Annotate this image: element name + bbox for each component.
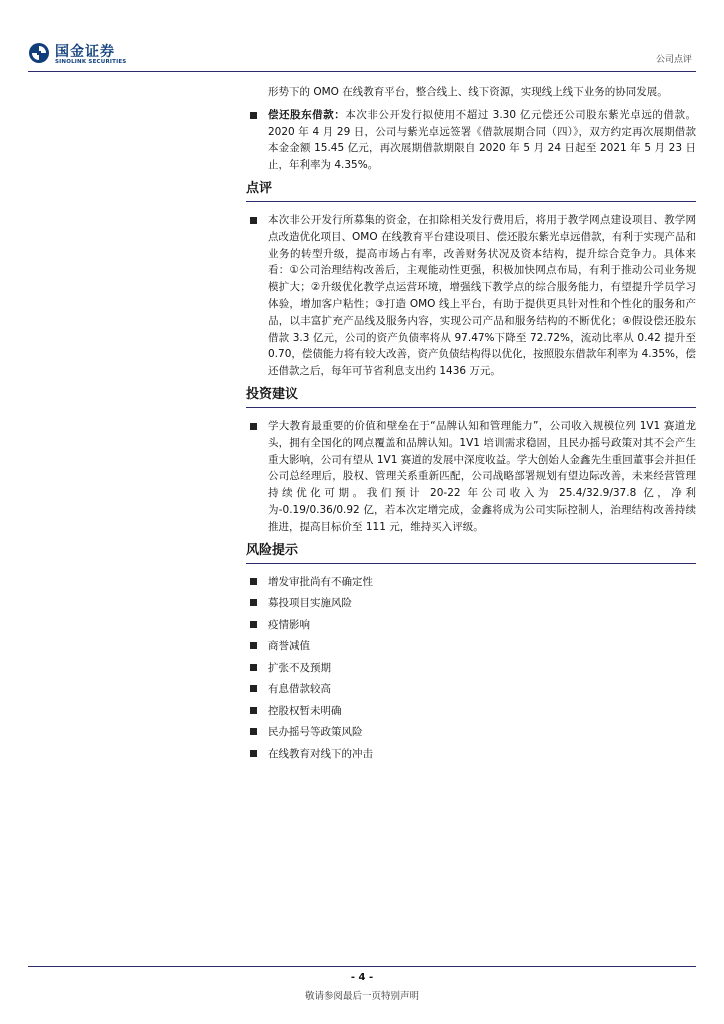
risk-item-text: 在线教育对线下的冲击 (268, 747, 373, 760)
risk-list (246, 574, 696, 768)
disclaimer-note: 敬请参阅最后一页特别声明 (304, 991, 419, 1002)
logo-text-en: SINOLINK SECURITIES (55, 59, 127, 65)
review-section (246, 180, 696, 380)
risk-section (246, 542, 696, 768)
review-title: 点评 (246, 180, 696, 202)
bullet-square-icon (250, 728, 257, 735)
bullet-square-icon (250, 664, 257, 671)
bullet-square-icon (250, 621, 257, 628)
page-header (28, 40, 696, 70)
risk-item-text: 控股权暂未明确 (268, 704, 342, 717)
bullet-square-icon (250, 707, 257, 714)
risk-item (246, 660, 696, 682)
footer-divider (28, 966, 696, 967)
bullet-square-icon (250, 750, 257, 757)
bullet-square-icon (250, 217, 257, 224)
bullet-square-icon (250, 642, 257, 649)
risk-item (246, 703, 696, 725)
risk-item (246, 746, 696, 768)
investment-title: 投资建议 (246, 386, 696, 408)
investment-bullet (246, 418, 696, 536)
risk-item-text: 增发审批尚有不确定性 (268, 575, 373, 588)
risk-item-text: 疫情影响 (268, 618, 310, 631)
intro-continuation: 形势下的 OMO 在线教育平台，整合线上、线下资源，实现线上线下业务的协同发展。 (268, 86, 668, 98)
logo-text-cn: 国金证券 (55, 44, 115, 60)
risk-item (246, 724, 696, 746)
page-number: - 4 - (350, 972, 374, 983)
bullet-square-icon (250, 599, 257, 606)
header-divider (28, 71, 696, 72)
risk-item-text: 扩张不及预期 (268, 661, 331, 674)
review-bullet (246, 212, 696, 380)
company-logo (28, 40, 138, 68)
repay-loan-label: 偿还股东借款： (268, 108, 346, 121)
risk-item-text: 商誉减值 (268, 640, 310, 653)
bullet-square-icon (250, 685, 257, 692)
risk-item (246, 681, 696, 703)
risk-item (246, 595, 696, 617)
bullet-square-icon (250, 423, 257, 430)
risk-item (246, 617, 696, 639)
risk-item-text: 民办摇号等政策风险 (268, 726, 363, 739)
review-text: 本次非公开发行所募集的资金，在扣除相关发行费用后，将用于教学网点建设项目、教学网点改造优化项目、OMO 在线教育平台建设项目、偿还股东紫光卓远借款，有利于实现产品和业务的转型升级，提高市场占有率，改善财务状况及资本结构，提升综合竞争力。具体来看：①公司治理结构改善后，主观能动性更强，积极加快网点布局，有利于推动公司业务规模扩大；②升级优化教学点运营环境，增强线下教学点的综合服务能力，有望提升学员学习体验，增加客户粘性；③打造 OMO 线上平台，有助于提供更具针对性和个性化的服务和产品，以丰富扩充产品线及服务内容，实现公司产品和服务结构的不断优化；④假设偿还股东借款 3.3 亿元，公司的资产负债率将从 97.47%下降至 72.72%，流动比率从 0.42 提升至 0.70，偿债能力将有较大改善，资产负债结构得以优化，按照股东借款年利率为 4.35%，偿还借款之后，每年可节省利息支出约 1436 万元。 (268, 213, 696, 378)
investment-text: 学大教育最重要的价值和壁垒在于“品牌认知和管理能力”，公司收入规模位列 1V1 赛道龙头，拥有全国化的网点覆盖和品牌认知。1V1 培训需求稳固，且民办摇号政策对其不会产生重大影响，公司有望从 1V1 赛道的发展中深度收益。学大创始人金鑫先生重回董事会并担任公司总经理后，股权、管理关系重新匹配，公司战略部署规划有望边际改善，未来经营管理持续优化可期。我们预计 20-22 年公司收入为 25.4/32.9/37.8 亿，净利为-0.19/0.36/0.92 亿，若本次定增完成，金鑫将成为公司实际控制人，治理结构改善持续推进，提高目标价至 111 元，维持买入评级。 (268, 419, 696, 533)
bullet-square-icon (250, 112, 257, 119)
bullet-square-icon (250, 578, 257, 585)
repay-loan-text: 本次非公开发行拟使用不超过 3.30 亿元偿还公司股东紫光卓远的借款。2020 年 4 月 29 日，公司与紫光卓远签署《借款展期合同（四）》，双方约定再次展期借款本金金额 15.45 亿元，再次展期借款期限自 2020 年 5 月 24 日起至 2021 年 5 月 23 日止，年利率为 4.35%。 (268, 108, 696, 172)
risk-title: 风险提示 (246, 542, 696, 564)
report-type-label: 公司点评 (655, 55, 692, 65)
investment-section (246, 386, 696, 536)
repay-loan-bullet (246, 107, 696, 174)
risk-item-text: 有息借款较高 (268, 683, 331, 696)
main-content (246, 84, 696, 767)
risk-item (246, 574, 696, 596)
risk-item-text: 募投项目实施风险 (268, 597, 352, 610)
risk-item (246, 638, 696, 660)
sinolink-logo-icon (28, 42, 50, 64)
